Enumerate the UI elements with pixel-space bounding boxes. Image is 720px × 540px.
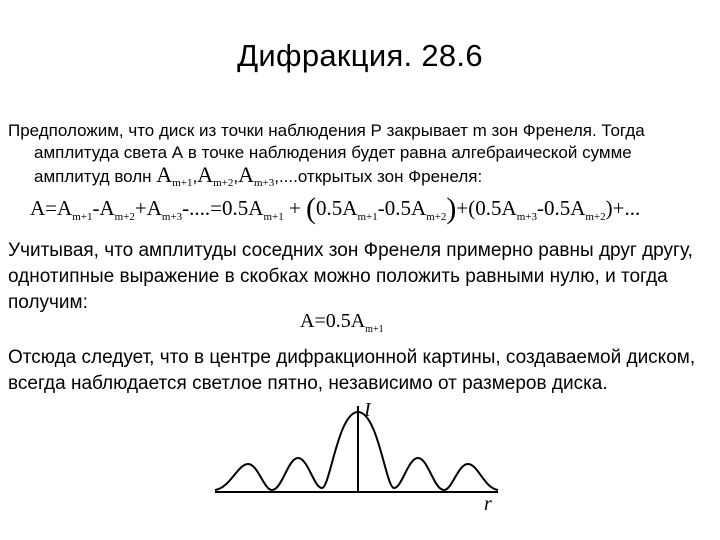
intro-line-3: амплитуд волн $A_{m+1},A_{m+2},A_{m+3},....открытых$ зон Френеля: — [34, 162, 483, 189]
slide-title: Дифракция. 28.6 — [237, 38, 483, 73]
diffraction-intensity-graph — [200, 398, 520, 518]
amplitude-2: $A_{m+2}$ — [197, 162, 234, 189]
intro-line-3-start: амплитуд волн — [34, 167, 152, 186]
intro-line-1: Предположим, что диск из точки наблюдения Р закрывает m зон Френеля. Тогда — [8, 121, 645, 140]
y-axis-label: I — [364, 399, 371, 421]
result-formula: $A=0.5A_{m+1}$ — [300, 310, 384, 335]
amplitude-1: $A_{m+1}$ — [156, 162, 193, 189]
conclusion-paragraph: Отсюда следует, что в центре дифракционной картины, создаваемой диском, всегда наблюдается светлое пятно, независимо от размеров диска. — [8, 347, 696, 394]
x-axis-label: r — [484, 493, 492, 515]
explanation-paragraph: Учитывая, что амплитуды соседних зон Френеля примерно равны друг другу, однотипные выражение в скобках можно положить равными нулю, и тогда получим: — [8, 240, 693, 313]
amplitude-sum-formula: $A=A_{m+1}-A_{m+2}+A_{m+3}-....=0.5A_{m+1} + (0.5A_{m+1}-0.5A_{m+2})+(0.5A_{m+3}-0.5A_{m+2})+$... — [30, 192, 641, 225]
intro-line-2: амплитуда света А в точке наблюдения будет равна алгебраической сумме — [34, 143, 632, 162]
intensity-curve — [215, 412, 498, 490]
amplitude-3: $A_{m+3}$ — [238, 162, 275, 189]
intro-line-3-end: ,....открытых зон Френеля: — [274, 167, 483, 186]
intro-paragraph — [8, 120, 708, 194]
